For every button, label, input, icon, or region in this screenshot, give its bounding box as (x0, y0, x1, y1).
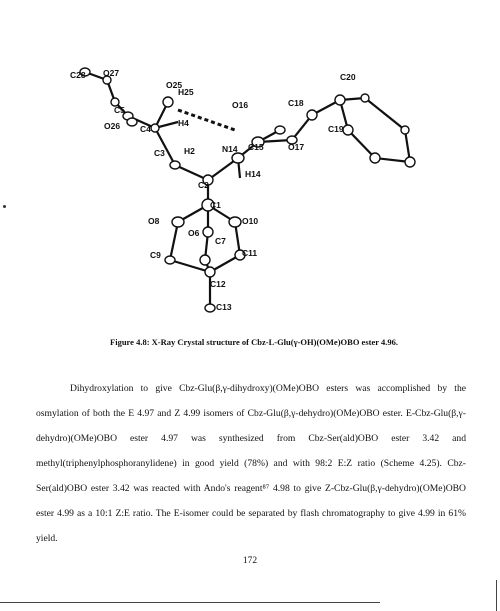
label-C9: C9 (150, 250, 161, 260)
label-H25: H25 (178, 87, 194, 97)
label-C4: C4 (140, 124, 151, 134)
label-O27: O27 (103, 68, 120, 78)
label-C20: C20 (340, 72, 356, 82)
label-C5: C5 (114, 105, 125, 115)
label-N14: N14 (222, 144, 238, 154)
label-C11: C11 (242, 248, 258, 258)
label-O6: O6 (188, 228, 200, 238)
label-O17: O17 (288, 142, 305, 152)
label-C12: C12 (210, 279, 226, 289)
bottom-rule (0, 602, 380, 603)
figure-caption: Figure 4.8: X-Ray Crystal structure of Cbz-L-Glu(γ-OH)(OMe)OBO ester 4.96. (110, 337, 398, 347)
label-O8: O8 (148, 216, 160, 226)
label-H14: H14 (245, 169, 261, 179)
label-O10: O10 (242, 216, 259, 226)
paragraph: Dihydroxylation to give Cbz-Glu(β,γ-dihydroxy)(OMe)OBO esters was accomplished by the osmylation of both the E 4.97 and Z 4.99 isomers of Cbz-Glu(β,γ-dehydro)(OMe)OBO ester. E-Cbz-Glu(β,γ-dehydro)(OMe)OBO ester 4.97 was synthesized from Cbz-Ser(ald)OBO ester 3.42 and methyl(triphenylphosphoranylidene) in good yield (78%) and with 98:2 E:Z ratio (Scheme 4.25). Cbz-Ser(ald)OBO ester 3.42 was reacted with Ando's reagent⁸⁷ 4.98 to give Z-Cbz-Glu(β,γ-dehydro)(OMe)OBO ester 4.99 as a 10:1 Z:E ratio. The E-isomer could be separated by flash chromatography to give 4.99 in 61% yield. (36, 383, 466, 544)
label-O25: O25 (166, 80, 183, 90)
label-H2: H2 (184, 146, 195, 156)
label-C7: C7 (215, 236, 226, 246)
label-C13: C13 (216, 302, 232, 312)
page-number: 172 (242, 556, 258, 566)
right-edge-mark (496, 580, 497, 611)
margin-dot (3, 205, 6, 208)
label-C3: C3 (154, 148, 165, 158)
label-O26: O26 (104, 121, 121, 131)
label-O16: O16 (232, 100, 249, 110)
ortep-diagram (70, 50, 450, 335)
label-C2: C2 (198, 180, 209, 190)
label-C18: C18 (288, 98, 304, 108)
body-text (36, 376, 466, 551)
label-H4: H4 (178, 118, 189, 128)
label-C28: C28 (70, 70, 86, 80)
crystal-structure-figure (70, 50, 450, 335)
label-C15: C15 (248, 142, 264, 152)
label-C19: C19 (328, 124, 344, 134)
label-C1: C1 (210, 200, 221, 210)
